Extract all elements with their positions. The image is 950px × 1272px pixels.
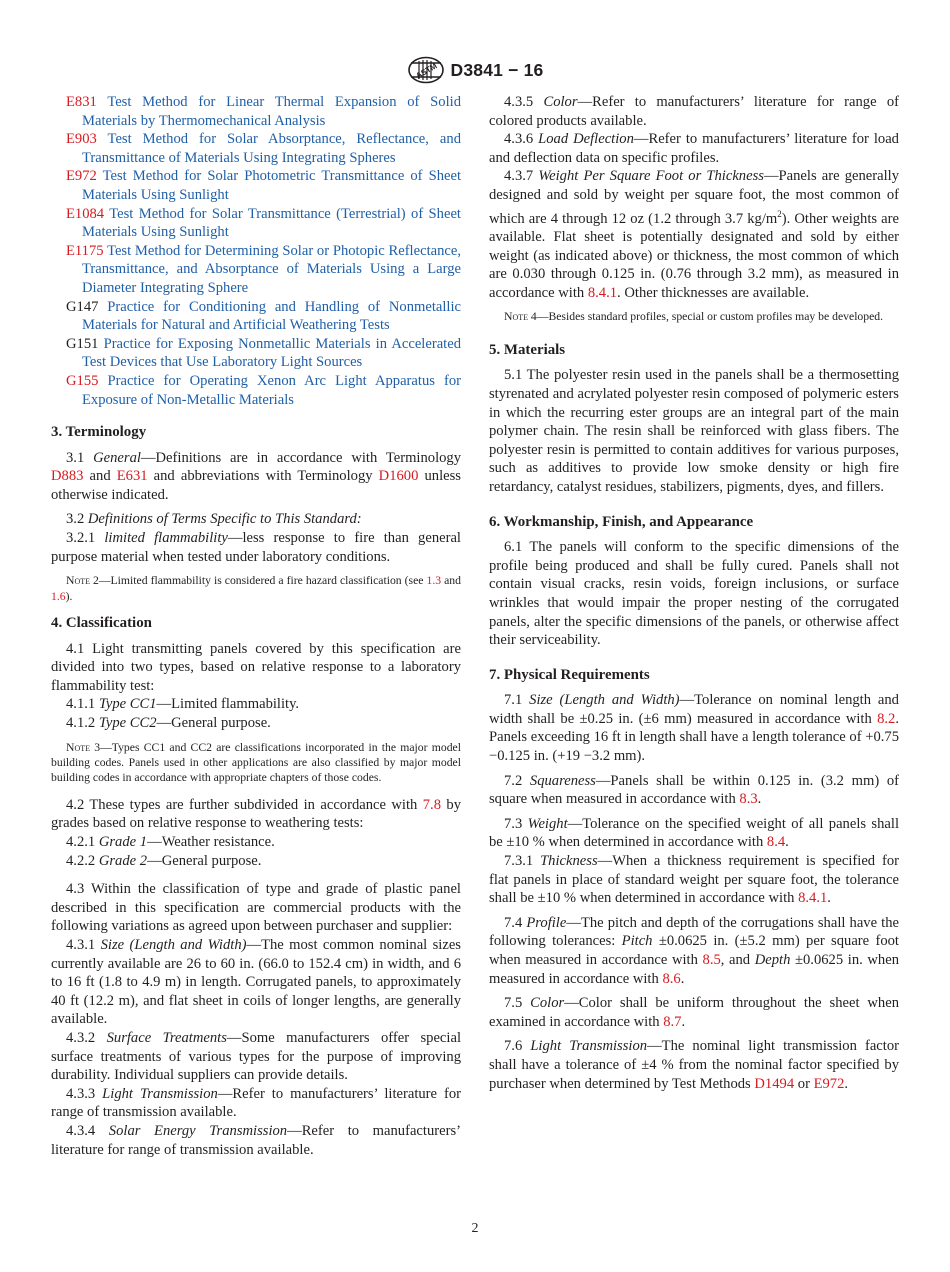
paragraph-3-2-1: 3.2.1 limited flammability—less response to fire than general purpose material when tested under laboratory conditions. <box>51 530 461 565</box>
paragraph-7-5: 7.5 Color—Color shall be uniform throughout the sheet when examined in accordance with 8.7. <box>489 995 900 1030</box>
reference-title-link[interactable]: Test Method for Solar Photometric Transmittance of Sheet Materials Using Sunlight <box>82 168 462 203</box>
paragraph-4-3-4: 4.3.4 Solar Energy Transmission—Refer to manufacturers’ literature for range of transmission available. <box>51 1122 461 1158</box>
astm-logo-icon <box>407 56 445 84</box>
page-number: 2 <box>471 1221 479 1236</box>
paragraph-4-1-2: 4.1.2 Type CC2—General purpose. <box>66 715 271 732</box>
ref-link-d883[interactable]: D883 <box>51 468 84 485</box>
paragraph-4-3-1: 4.3.1 Size (Length and Width)—The most common nominal sizes currently available are 26 to 60 in. (66.0 to 152.4 cm) in width, and 6 to 16 ft (1.8 to 4.9 m) in length. Corrugated panels, to approximately 40 ft (12.2 m), and flat sheet in coils of longer lengths, are generally available. <box>51 937 461 1028</box>
reference-title-link[interactable]: Practice for Conditioning and Handling of Nonmetallic Materials for Natural and Artificial Weathering Tests <box>82 298 462 334</box>
ref-link-1-3[interactable]: 1.3 <box>426 574 442 588</box>
ref-link-d1600[interactable]: D1600 <box>378 468 419 485</box>
ref-link-8-7[interactable]: 8.7 <box>663 1013 682 1030</box>
ref-link-8-5[interactable]: 8.5 <box>702 952 721 969</box>
reference-code-link[interactable]: G155 <box>66 372 99 389</box>
note-4: Note 4—Besides standard profiles, special or custom profiles may be developed. <box>504 310 884 324</box>
section-heading-classification: 4. Classification <box>51 615 152 632</box>
paragraph-4-3-3: 4.3.3 Light Transmission—Refer to manufacturers’ literature for range of transmission available. <box>51 1085 461 1121</box>
reference-item <box>51 93 461 130</box>
page-header <box>0 56 950 84</box>
reference-title-link[interactable]: Test Method for Solar Absorptance, Reflectance, and Transmittance of Materials Using Integrating Spheres <box>82 131 461 166</box>
paragraph-4-3-6: 4.3.6 Load Deflection—Refer to manufacturers’ literature for load and deflection data on specific profiles. <box>489 131 899 166</box>
section-heading-terminology: 3. Terminology <box>51 424 147 441</box>
reference-code: G151 <box>66 335 99 352</box>
paragraph-4-3-2: 4.3.2 Surface Treatments—Some manufacturers offer special surface treatments of various types for the purpose of improving durability. Individual suppliers can provide details. <box>51 1029 462 1084</box>
ref-link-1-6[interactable]: 1.6 <box>51 589 66 603</box>
reference-title-link[interactable]: Practice for Operating Xenon Arc Light Apparatus for Exposure of Non-Metallic Materials <box>82 372 461 408</box>
section-heading-workmanship: 6. Workmanship, Finish, and Appearance <box>489 513 754 530</box>
reference-item <box>51 335 461 372</box>
paragraph-4-2-1: 4.2.1 Grade 1—Weather resistance. <box>66 834 275 851</box>
reference-item <box>51 167 461 204</box>
reference-item <box>51 372 461 409</box>
paragraph-6-1: 6.1 The panels will conform to the specific dimensions of the profile being produced and shall be fully cured. Panels shall not contain visual cracks, resin voids, foreign inclusions, or surface wrinkles that would impair the proper nesting of the corrugated panels, alter the specific dimensions of the panels, or otherwise affect their serviceability. <box>489 539 899 649</box>
paragraph-4-3: 4.3 Within the classification of type and grade of plastic panel described in this specification are commercial products with the following variations as agreed upon between purchaser and supplier: <box>51 881 461 935</box>
note-3: Note 3—Types CC1 and CC2 are classifications incorporated in the major model building codes. Panels used in other applications are also classified by major model building codes in accordance with appropriate chapters of those codes. <box>51 740 461 785</box>
ref-link-8-3[interactable]: 8.3 <box>739 791 758 808</box>
paragraph-7-6: 7.6 Light Transmission—The nominal light transmission factor shall have a tolerance of ±4 % from the nominal factor specified by purchaser when determined by Test Methods D1494 or E972. <box>489 1038 899 1092</box>
paragraph-4-2-2: 4.2.2 Grade 2—General purpose. <box>66 852 262 869</box>
paragraph-4-1-1: 4.1.1 Type CC1—Limited flammability. <box>66 696 300 713</box>
section-heading-materials: 5. Materials <box>489 341 566 358</box>
reference-code-link[interactable]: E1175 <box>66 242 104 259</box>
ref-link-8-6[interactable]: 8.6 <box>662 970 681 987</box>
paragraph-7-3-1: 7.3.1 Thickness—When a thickness requirement is specified for flat panels in place of standard weight per square foot, the tolerance shall be ±10 % when determined in accordance with 8.4.1. <box>489 853 899 907</box>
paragraph-7-2: 7.2 Squareness—Panels shall be within 0.125 in. (3.2 mm) of square when measured in accordance with 8.3. <box>489 772 899 808</box>
reference-code-link[interactable]: E972 <box>66 168 97 185</box>
paragraph-7-4: 7.4 Profile—The pitch and depth of the corrugations shall have the following tolerances: Pitch ±0.0625 in. (±5.2 mm) per square foot when measured in accordance with 8.5, and Depth ±0.0625 in. when measured in accordance with 8.6. <box>489 914 900 987</box>
paragraph-4-3-5: 4.3.5 Color—Refer to manufacturers’ literature for range of colored products available. <box>489 94 899 129</box>
reference-item <box>51 298 461 335</box>
ref-link-8-4[interactable]: 8.4 <box>766 834 786 851</box>
document-id: D3841 − 16 <box>450 59 544 80</box>
ref-link-7-8[interactable]: 7.8 <box>422 796 441 813</box>
left-column <box>51 93 461 1159</box>
ref-link-d1494[interactable]: D1494 <box>754 1075 795 1092</box>
ref-link-e972[interactable]: E972 <box>813 1075 845 1092</box>
ref-link-e631[interactable]: E631 <box>116 468 148 485</box>
ref-link-8-4-1[interactable]: 8.4.1 <box>798 890 828 907</box>
reference-title-link[interactable]: Test Method for Determining Solar or Photopic Reflectance, Transmittance, and Absorptance of Materials Using a Large Diameter Integrating Sphere <box>82 242 461 296</box>
paragraph-3-1: 3.1 General—Definitions are in accordance with Terminology D883 and E631 and abbreviations with Terminology D1600 unless otherwise indicated. <box>51 449 462 503</box>
reference-item <box>51 130 461 167</box>
note-2: Note 2—Limited flammability is considered a fire hazard classification (see 1.3 and 1.6). <box>51 574 461 603</box>
paragraph-5-1: 5.1 The polyester resin used in the panels shall be a thermosetting styrenated and acrylated polyester resin composed of polymeric esters in which the recurring ester groups are an integral part of the main polymer chain. The resin shall be reinforced with glass fibers. The polyester resin is permitted to contain additives for various purposes, such as additives to provide low smoke density or high fire retardancy, catalyst residues, stabilizers, pigments, dyes, and fillers. <box>489 367 899 495</box>
paragraph-7-3: 7.3 Weight—Tolerance on the specified weight of all panels shall be ±10 % when determined in accordance with 8.4. <box>489 815 899 851</box>
right-column <box>489 93 899 1093</box>
paragraph-7-1: 7.1 Size (Length and Width)—Tolerance on nominal length and width shall be ±0.25 in. (±6 mm) measured in accordance with 8.2. Panels exceeding 16 ft in length shall have a length tolerance of +0.75 −0.125 in. (+19 −3.2 mm). <box>489 692 899 765</box>
paragraph-4-2: 4.2 These types are further subdivided in accordance with 7.8 by grades based on relative response to weathering tests: <box>51 796 461 832</box>
ref-link-8-2[interactable]: 8.2 <box>877 710 896 727</box>
reference-code: G147 <box>66 298 99 315</box>
reference-list <box>51 93 461 409</box>
reference-title-link[interactable]: Test Method for Solar Transmittance (Terrestrial) of Sheet Materials Using Sunlight <box>82 205 461 241</box>
paragraph-4-1: 4.1 Light transmitting panels covered by this specification are divided into two types, based on relative response to a laboratory flammability test: <box>51 640 461 694</box>
ref-link-8-4-1[interactable]: 8.4.1 <box>587 284 618 301</box>
reference-code-link[interactable]: E903 <box>66 131 97 148</box>
reference-title-link[interactable]: Practice for Exposing Nonmetallic Materials in Accelerated Test Devices that Use Laboratory Light Sources <box>82 335 461 371</box>
reference-code-link[interactable]: E1084 <box>66 205 105 222</box>
section-heading-physical-requirements: 7. Physical Requirements <box>489 666 650 683</box>
svg-text:ASTM: ASTM <box>413 61 439 81</box>
reference-item <box>51 242 461 298</box>
reference-title-link[interactable]: Test Method for Linear Thermal Expansion of Solid Materials by Thermomechanical Analysis <box>82 94 461 129</box>
reference-code-link[interactable]: E831 <box>66 94 97 110</box>
paragraph-3-2: 3.2 Definitions of Terms Specific to This Standard: <box>66 511 362 528</box>
reference-item <box>51 205 461 242</box>
paragraph-4-3-7: 4.3.7 Weight Per Square Foot or Thickness—Panels are generally designed and sold by weight per square foot, the most common of which are 4 through 12 oz (1.2 through 3.7 $kg/m^2$). Other weights are available. Flat sheet is potentially designated and sold by either weight (as indicated above) or thickness, the most common of which are 0.030 through 0.125 in. (0.76 through 3.2 mm), as measured in accordance with 8.4.1. Other thicknesses are available. <box>489 168 899 301</box>
